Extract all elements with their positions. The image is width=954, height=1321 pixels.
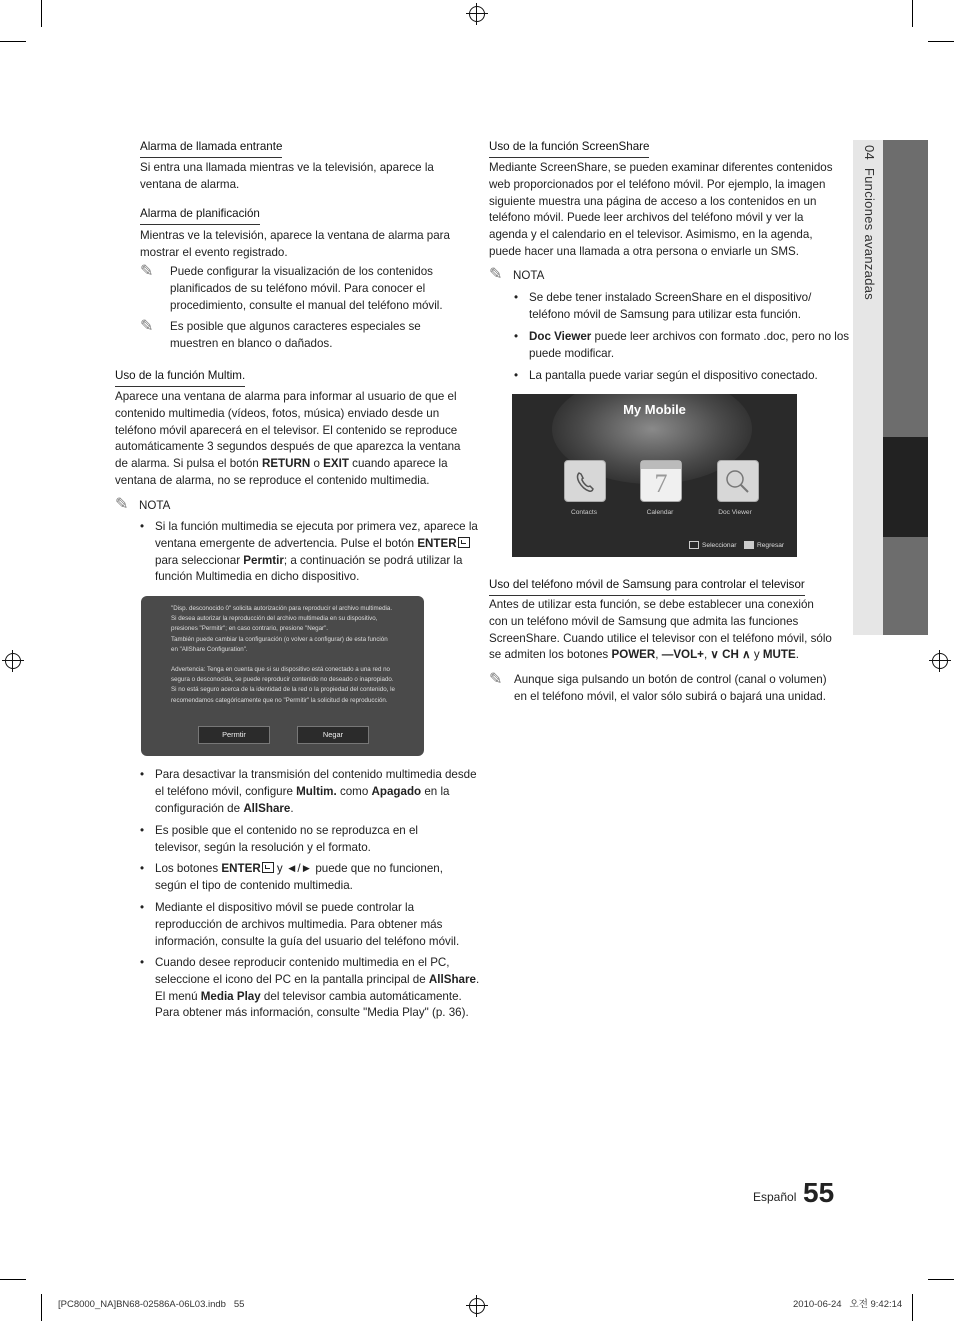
paragraph: Mientras ve la televisión, aparece la ventana de alarma para mostrar el evento registrado. [140,229,450,259]
crop-mark [912,1294,913,1321]
chapter-tab-active [883,437,928,537]
note: ✎ Es posible que algunos caracteres especiales se muestren en blanco o dañados. [140,318,421,350]
crop-mark [912,0,913,27]
screen-title: My Mobile [623,402,686,417]
return-key-icon [744,541,754,549]
doc-viewer-icon[interactable] [717,460,759,502]
note: ✎ Puede configurar la visualización de los contenidos planificados de su teléfono móvil. Para conocer el procedimiento, consulte el manual del teléfono móvil. [140,263,443,312]
enter-icon [262,862,274,873]
app-label: Calendar [646,509,674,516]
calendar-icon[interactable]: 7 [640,460,682,502]
list-item: • La pantalla puede variar según el dispositivo conectado. [514,368,855,385]
list-item: • Si la función multimedia se ejecuta por primera vez, aparece la ventana emergente de advertencia. Pulse el botón ENTER para seleccionar Permtir; a continuación se podrá utilizar la función Multimedia en dicho dispositivo. [140,519,481,586]
note: ✎ Aunque siga pulsando un botón de control (canal o volumen) en el teléfono móvil, el valor sólo subirá o bajará una unidad. [489,671,827,703]
warning-dialog: "Disp. desconocido 0" solicita autorización para reproducir el archivo multimedia. Si desea autorizar la reproducción del archivo multimedia en su dispositivo, presiones "Permitir"; en caso contrario, presione "Negar". También puede cambiar la configuración (o volver a configurar) de esta función en "AllShare Configuration". Advertencia: Tenga en cuenta que si su dispositivo está conectado a una red no segura o desconocida, se puede reproducir contenido no deseado o inapropiado. Si no está seguro acerca de la identidad de la red o la propiedad del contenido, le recomendamos categóricamente que no "Permitir" la solicitud de reproducción. Permtir Negar [141,596,424,756]
select-hint: Seleccionar [689,541,736,550]
crop-mark [41,0,42,27]
list-item: • Doc Viewer puede leer archivos con formato .doc, pero no los puede modificar. [514,329,855,363]
paragraph: Antes de utilizar esta función, se debe establecer una conexión con un teléfono móvil de Samsung que admita las funciones ScreenShare. Cuando utilice el televisor con el teléfono móvil, sólo se admiten los botones POWER, —VOL+, ∨ CH ∧ y MUTE. [489,598,832,662]
section-heading: Alarma de planificación [140,206,260,225]
registration-mark-icon [469,6,485,22]
section-heading: Uso de la función Multim. [115,368,245,387]
paragraph: Si entra una llamada mientras ve la televisión, aparece la ventana de alarma. [140,161,434,191]
my-mobile-screen [512,394,797,557]
return-hint: Regresar [744,541,784,550]
paragraph: Mediante ScreenShare, se pueden examinar diferentes contenidos web proporcionados por el teléfono móvil. Por ejemplo, la imagen siguiente muestra una página de acceso a los contenidos en un teléfono móvil. Puede leer archivos del teléfono móvil y ver la agenda y el calendario en el televisor. Asimismo, en la agenda, puede hacer una llamada a otra persona o enviarle un SMS. [489,161,833,258]
app-label: Contacts [570,509,598,516]
pencil-icon: ✎ [489,671,503,688]
list-item: • Es posible que el contenido no se reproduzca en el televisor, según la resolución y el formato. [140,823,455,857]
chevron-down-icon: ∨ [710,648,719,662]
footer-date: 2010-06-24 오전 9:42:14 [793,1299,903,1310]
chevron-up-icon: ∧ [742,648,751,662]
list-item: • Se debe tener instalado ScreenShare en el dispositivo/ teléfono móvil de Samsung para utilizar esta función. [514,290,839,324]
contacts-icon[interactable] [564,460,606,502]
list-item: • Mediante el dispositivo móvil se puede controlar la reproducción de archivos multimedia. Para obtener más información, consulte la guía del usuario del teléfono móvil. [140,900,481,950]
deny-button[interactable]: Negar [297,726,369,744]
list-item: • Los botones ENTER y ◄/► puede que no funcionen, según el tipo de contenido multimedia. [140,861,475,895]
footer-file: [PC8000_NA]BN68-02586A-06L03.indb 55 [58,1299,245,1310]
paragraph: Aparece una ventana de alarma para informar al usuario de que el contenido multimedia (vídeos, fotos, música) enviado desde un teléfono móvil aparecerá en el televisor. El contenido se reproduce automáticamente 3 segundos después de que aparezca la ventana de alarma. Si pulsa el botón RETURN o EXIT cuando aparece la ventana de alarma, no se reproduce el contenido multimedia. [115,390,461,487]
section-heading: Uso de la función ScreenShare [489,139,649,158]
allow-button[interactable]: Permtir [198,726,270,744]
pencil-icon: ✎ [140,318,154,335]
pencil-icon: ✎ [115,496,129,513]
app-label: Doc Viewer [718,509,752,516]
enter-key-icon [689,541,699,549]
page-number: 55 [803,1177,835,1208]
crop-mark [928,41,954,42]
list-item: • Cuando desee reproducir contenido multimedia en el PC, seleccione el icono del PC en la pantalla principal de AllShare. El menú Media Play del televisor cambia automáticamente. Para obtener más información, consulte "Media Play" (p. 36). [140,955,481,1022]
pencil-icon: ✎ [140,263,154,280]
footer-language: Español [753,1190,797,1204]
list-item: • Para desactivar la transmisión del contenido multimedia desde el teléfono móvil, configure Multim. como Apagado en la configuración de AllShare. [140,767,481,817]
chapter-tab-label: 04 Funciones avanzadas [861,145,877,301]
section-heading: Uso del teléfono móvil de Samsung para controlar el televisor [489,577,805,596]
note-heading: ✎ NOTA [489,266,545,283]
section-heading: Alarma de llamada entrante [140,139,282,158]
chapter-tab-strip [883,140,928,635]
registration-mark-icon [469,1298,485,1314]
crop-mark [928,1279,954,1280]
crop-mark [41,1294,42,1321]
registration-mark-icon [932,653,948,669]
pencil-icon: ✎ [489,266,503,283]
enter-icon [458,537,470,548]
note-heading: ✎ NOTA [115,496,171,513]
registration-mark-icon [5,653,21,669]
crop-mark [0,41,26,42]
crop-mark [0,1279,26,1280]
